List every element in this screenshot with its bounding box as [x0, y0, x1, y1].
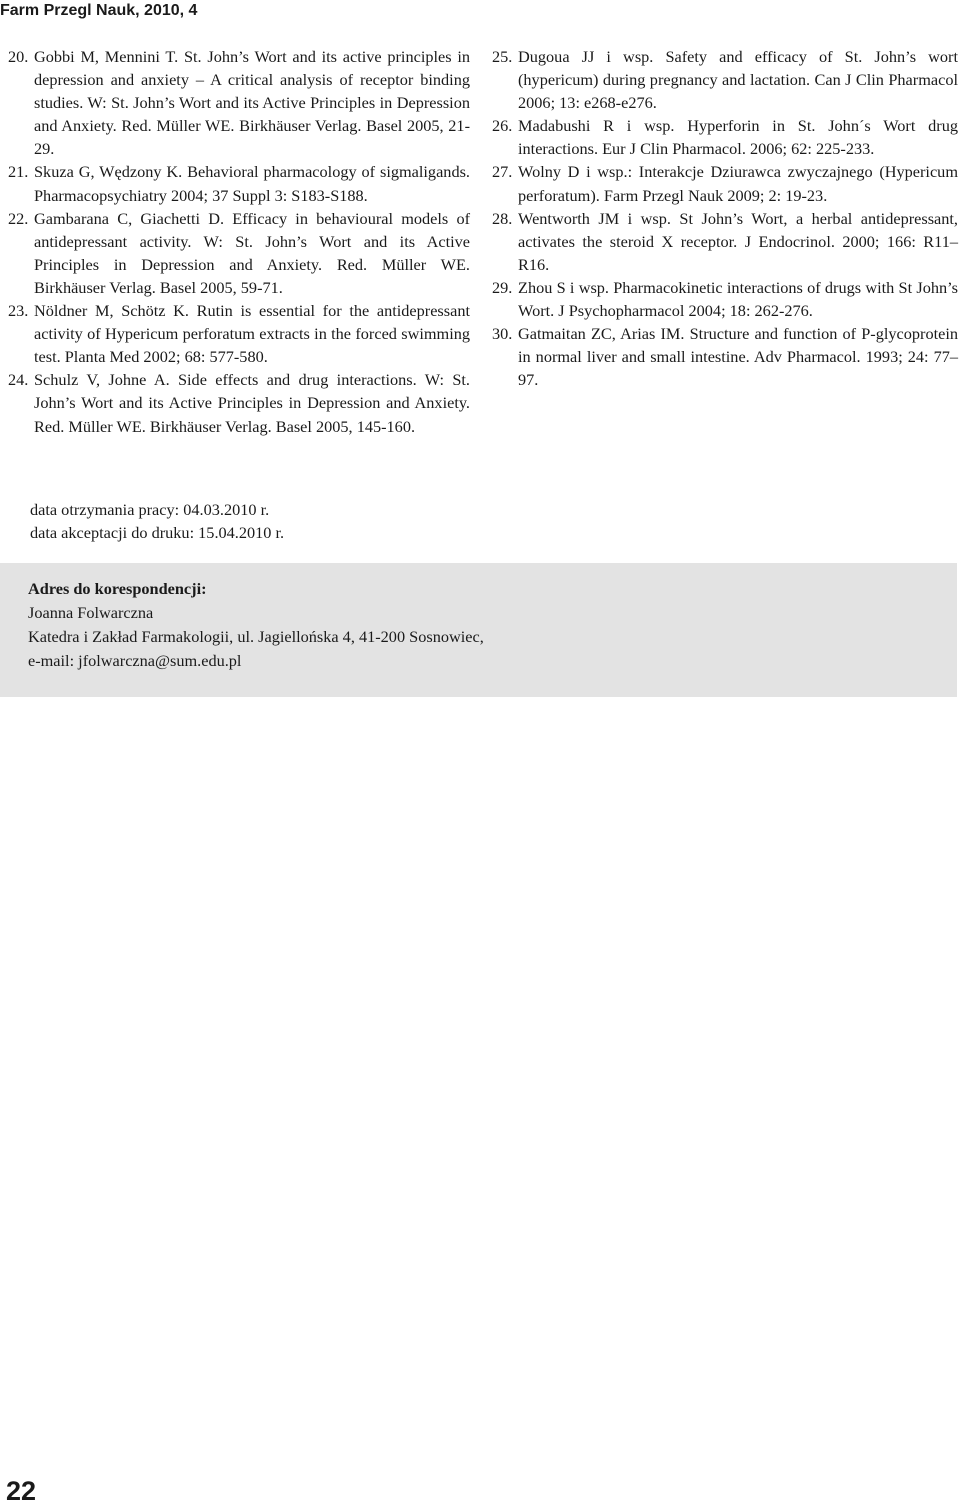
reference-text: Nöldner M, Schötz K. Rutin is essential for the antidepressant activity of Hypericum perforatum extracts in the forced swimming test. Planta Med 2002; 68: 577-580. — [34, 301, 470, 367]
correspondence-name: Joanna Folwarczna — [28, 603, 154, 622]
reference-text: Gobbi M, Mennini T. St. John’s Wort and its active principles in depression and anxiety – A critical analysis of receptor binding studies. W: St. John’s Wort and its Active Principles in Depression and Anxiety. Red. Müller WE. Birkhäuser Verlag. Basel 2005, 21-29. — [34, 47, 470, 159]
reference-text: Skuza G, Wędzony K. Behavioral pharmacology of sigmaligands. Pharmacopsychiatry 2004; 37 Suppl 3: S183-S188. — [34, 162, 470, 205]
reference-item — [492, 45, 958, 114]
reference-number: 28. — [492, 208, 513, 228]
reference-number: 21. — [8, 162, 29, 182]
received-date: data otrzymania pracy: 04.03.2010 r. — [30, 500, 270, 519]
reference-number: 26. — [492, 116, 513, 136]
reference-item — [492, 114, 958, 160]
accepted-date: data akceptacji do druku: 15.04.2010 r. — [30, 523, 285, 542]
references-right-column — [492, 45, 958, 391]
reference-number: 27. — [492, 162, 513, 182]
reference-text: Schulz V, Johne A. Side effects and drug interactions. W: St. John’s Wort and its Active Principles in Depression and Anxiety. Red. Müller WE. Birkhäuser Verlag. Basel 2005, 145-160. — [34, 370, 470, 436]
correspondence-box — [0, 563, 957, 697]
reference-number: 23. — [8, 301, 29, 321]
reference-number: 29. — [492, 277, 513, 297]
page-number: 22 — [6, 1476, 37, 1506]
reference-number: 25. — [492, 47, 513, 66]
reference-text: Wentworth JM i wsp. St John’s Wort, a herbal antidepressant, activates the steroid X receptor. J Endocrinol. 2000; 166: R11–R16. — [518, 208, 958, 274]
reference-text: Wolny D i wsp.: Interakcje Dziurawca zwyczajnego (Hypericum perforatum). Farm Przegl Nauk 2009; 2: 19-23. — [518, 162, 958, 205]
reference-item — [8, 368, 470, 437]
journal-header: Farm Przegl Nauk, 2010, 4 — [0, 2, 198, 19]
correspondence-address: Katedra i Zakład Farmakologii, ul. Jagiellońska 4, 41-200 Sosnowiec, — [28, 627, 484, 646]
correspondence-email: e-mail: jfolwarczna@sum.edu.pl — [28, 651, 242, 670]
reference-item — [492, 276, 958, 322]
reference-item — [8, 299, 470, 368]
reference-number: 24. — [8, 370, 29, 390]
reference-item — [8, 45, 470, 160]
reference-number: 20. — [8, 47, 29, 66]
reference-item — [492, 322, 958, 391]
correspondence-content — [28, 577, 484, 673]
reference-number: 22. — [8, 208, 29, 228]
reference-text: Gambarana C, Giachetti D. Efficacy in behavioural models of antidepressant activity. W: St. John’s Wort and its Active Principles in Depression and Anxiety. Red. Müller WE. Birkhäuser Verlag. Basel 2005, 59-71. — [34, 208, 470, 297]
reference-text: Zhou S i wsp. Pharmacokinetic interactions of drugs with St John’s Wort. J Psychopharmacol 2004; 18: 262-276. — [518, 277, 958, 321]
reference-text: Dugoua JJ i wsp. Safety and efficacy of St. John’s wort (hypericum) during pregnancy and lactation. Can J Clin Pharmacol 2006; 13: e268-e276. — [518, 47, 958, 113]
reference-text: Gatmaitan ZC, Arias IM. Structure and function of P-glycoprotein in normal liver and small intestine. Adv Pharmacol. 1993; 24: 77–97. — [518, 324, 958, 390]
references-left-column — [8, 45, 470, 438]
reference-item — [492, 207, 958, 276]
reference-item — [492, 160, 958, 206]
reference-item — [8, 207, 470, 299]
correspondence-title: Adres do korespondencji: — [28, 579, 207, 598]
reference-item — [8, 160, 470, 206]
reference-text: Madabushi R i wsp. Hyperforin in St. John´s Wort drug interactions. Eur J Clin Pharmacol. 2006; 62: 225-233. — [518, 116, 958, 159]
reference-number: 30. — [492, 324, 513, 344]
manuscript-dates — [30, 498, 284, 544]
